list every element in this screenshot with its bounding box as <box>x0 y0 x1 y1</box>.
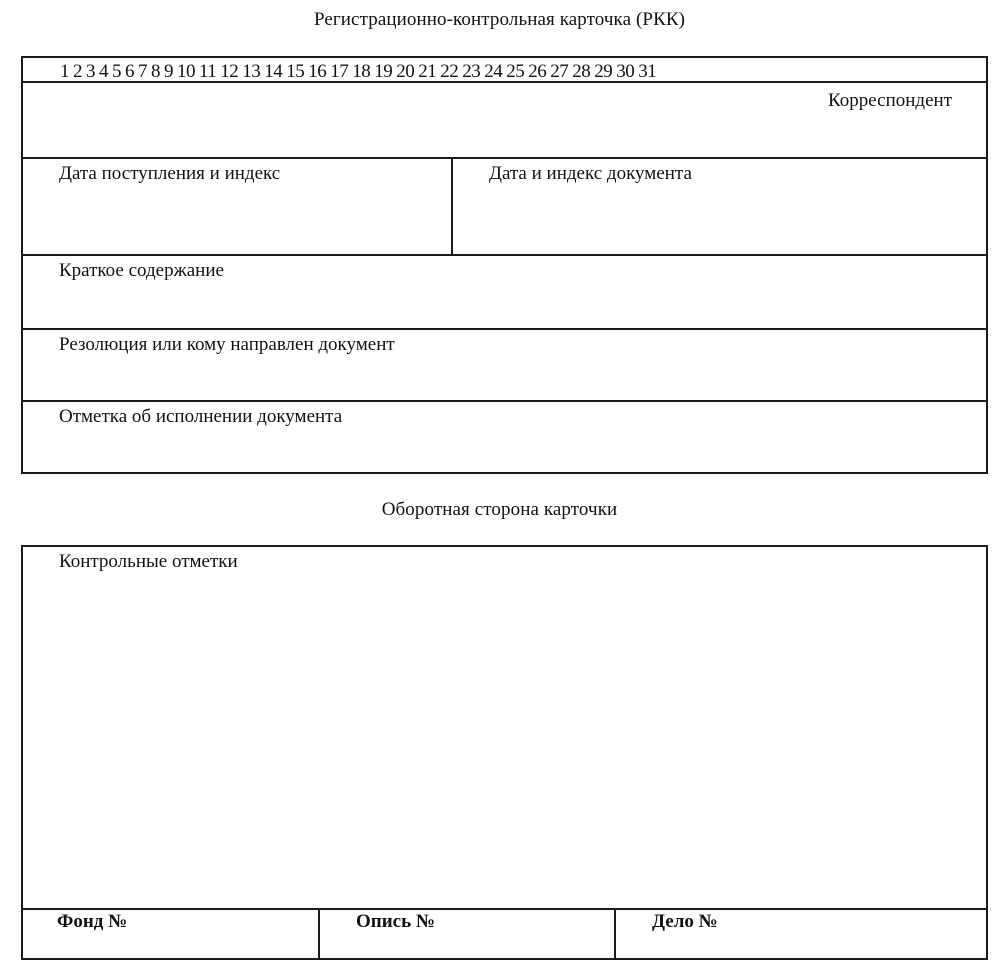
inventory-field[interactable] <box>320 910 616 958</box>
receipt-date-field[interactable] <box>23 159 453 254</box>
document-date-label: Дата и индекс документа <box>489 163 692 184</box>
resolution-label: Резолюция или кому направлен документ <box>59 334 395 355</box>
day-number[interactable]: 6 <box>125 61 134 82</box>
receipt-date-label: Дата поступления и индекс <box>59 163 281 184</box>
back-card-title: Оборотная сторона карточки <box>381 499 618 520</box>
day-number[interactable]: 2 <box>73 61 82 82</box>
day-number[interactable]: 28 <box>572 61 591 82</box>
day-number[interactable]: 26 <box>528 61 547 82</box>
fund-label: Фонд № <box>57 911 128 932</box>
day-number[interactable]: 13 <box>242 61 261 82</box>
day-number[interactable]: 23 <box>462 61 481 82</box>
days-row <box>23 58 986 83</box>
day-number[interactable]: 18 <box>352 61 371 82</box>
correspondent-label: Корреспондент <box>828 90 952 111</box>
registration-card-back <box>21 545 988 960</box>
day-number[interactable]: 10 <box>177 61 195 82</box>
day-number[interactable]: 1 <box>60 61 69 82</box>
day-number[interactable]: 14 <box>264 61 283 82</box>
day-number[interactable]: 22 <box>440 61 459 82</box>
day-number[interactable]: 4 <box>99 61 108 82</box>
dates-row <box>23 159 986 256</box>
case-field[interactable] <box>616 910 986 958</box>
day-number[interactable]: 19 <box>374 61 393 82</box>
day-number[interactable]: 15 <box>286 61 305 82</box>
day-number[interactable]: 11 <box>199 61 217 82</box>
day-number[interactable]: 8 <box>151 61 160 82</box>
day-number[interactable]: 5 <box>112 61 121 82</box>
document-date-field[interactable] <box>453 159 986 254</box>
day-number[interactable]: 12 <box>220 61 239 82</box>
execution-label: Отметка об исполнении документа <box>59 406 343 427</box>
execution-field[interactable] <box>23 402 986 472</box>
day-number[interactable]: 7 <box>138 61 147 82</box>
control-marks-label: Контрольные отметки <box>59 551 238 572</box>
day-number[interactable]: 21 <box>418 61 437 82</box>
inventory-label: Опись № <box>356 911 435 932</box>
day-number[interactable]: 17 <box>330 61 349 82</box>
correspondent-field[interactable] <box>23 83 986 159</box>
day-number[interactable]: 25 <box>506 61 525 82</box>
day-number[interactable]: 9 <box>164 61 173 82</box>
day-number[interactable]: 30 <box>616 61 635 82</box>
summary-label: Краткое содержание <box>59 260 224 281</box>
day-number[interactable]: 3 <box>86 61 95 82</box>
summary-field[interactable] <box>23 256 986 330</box>
day-number[interactable]: 24 <box>484 61 503 82</box>
case-label: Дело № <box>652 911 718 932</box>
day-number[interactable]: 16 <box>308 61 327 82</box>
control-marks-field[interactable] <box>23 547 986 910</box>
resolution-field[interactable] <box>23 330 986 402</box>
archive-row <box>23 910 986 958</box>
registration-card-front <box>21 56 988 474</box>
front-card-title: Регистрационно-контрольная карточка (РКК) <box>313 9 686 30</box>
days-of-month <box>60 61 660 83</box>
day-number[interactable]: 31 <box>638 61 657 82</box>
fund-field[interactable] <box>23 910 320 958</box>
day-number[interactable]: 27 <box>550 61 569 82</box>
day-number[interactable]: 20 <box>396 61 415 82</box>
day-number[interactable]: 29 <box>594 61 613 82</box>
